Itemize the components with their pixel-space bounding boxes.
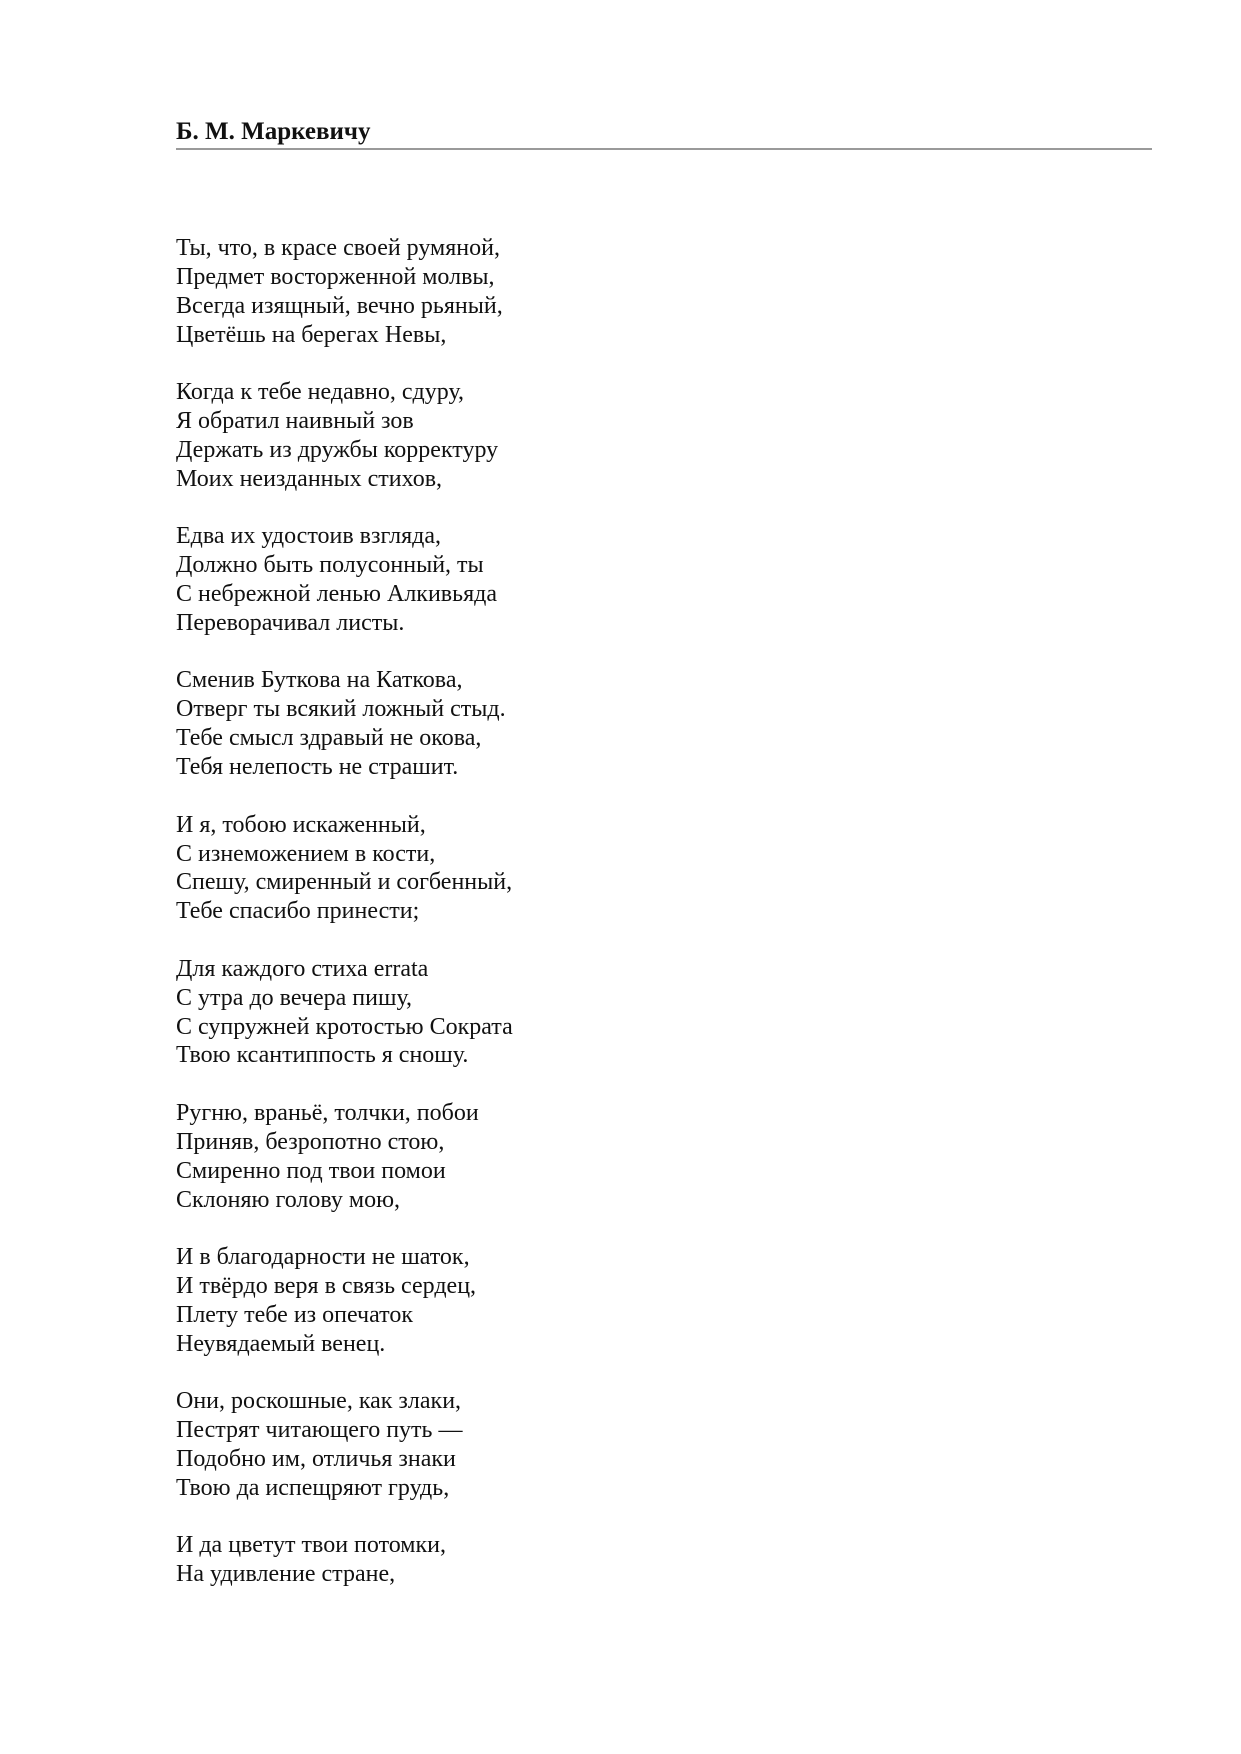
poem-line: С супружней кротостью Сократа bbox=[176, 1013, 513, 1040]
poem-line: Всегда изящный, вечно рьяный, bbox=[176, 292, 503, 319]
poem-line: Моих неизданных стихов, bbox=[176, 465, 443, 492]
poem-line: И твёрдо веря в связь сердец, bbox=[176, 1272, 477, 1299]
stanza bbox=[176, 666, 1076, 782]
stanza bbox=[176, 811, 1076, 927]
poem-line: С утра до вечера пишу, bbox=[176, 984, 413, 1011]
poem-line: Тебе смысл здравый не окова, bbox=[176, 725, 482, 752]
stanza bbox=[176, 1387, 1076, 1503]
poem-line: Держать из дружбы корректуру bbox=[176, 436, 499, 463]
poem-line: Для каждого стиха errata bbox=[176, 955, 429, 982]
poem-line: Они, роскошные, как злаки, bbox=[176, 1388, 462, 1415]
page-header bbox=[176, 116, 1152, 150]
stanza bbox=[176, 1243, 1076, 1359]
poem-line: Приняв, безропотно стою, bbox=[176, 1128, 445, 1155]
poem-line: И в благодарности не шаток, bbox=[176, 1244, 470, 1271]
poem-line: Плету тебе из опечаток bbox=[176, 1301, 413, 1328]
poem-body bbox=[176, 234, 1076, 1618]
poem-line: Когда к тебе недавно, сдуру, bbox=[176, 379, 465, 406]
poem-line: Едва их удостоив взгляда, bbox=[176, 523, 441, 550]
poem-line: Тебе спасибо принести; bbox=[176, 898, 420, 925]
poem-line: Сменив Буткова на Каткова, bbox=[176, 667, 463, 694]
poem-line: Спешу, смиренный и согбенный, bbox=[176, 869, 513, 896]
poem-line: Склоняю голову мою, bbox=[176, 1186, 400, 1213]
stanza bbox=[176, 234, 1076, 350]
poem-line: Твою да испещряют грудь, bbox=[176, 1474, 450, 1501]
poem-line: Ты, что, в красе своей румяной, bbox=[176, 235, 500, 261]
poem-line: Переворачивал листы. bbox=[176, 609, 405, 636]
poem-line: Тебя нелепость не страшит. bbox=[176, 754, 459, 781]
stanza bbox=[176, 378, 1076, 494]
poem-line: Пестрят читающего путь — bbox=[176, 1417, 463, 1444]
poem-line: Подобно им, отличья знаки bbox=[176, 1446, 456, 1473]
poem-line: Должно быть полусонный, ты bbox=[176, 552, 484, 579]
poem-line: Смиренно под твои помои bbox=[176, 1157, 446, 1184]
poem-line: Твою ксантиппость я сношу. bbox=[176, 1042, 469, 1069]
poem-line: На удивление стране, bbox=[176, 1561, 396, 1588]
page-title: Б. М. Маркевичу bbox=[176, 118, 371, 145]
stanza bbox=[176, 1531, 1076, 1589]
poem-line: Отверг ты всякий ложный стыд. bbox=[176, 696, 506, 723]
stanza bbox=[176, 955, 1076, 1071]
poem-line: И я, тобою искаженный, bbox=[176, 811, 426, 838]
poem-line: С изнеможением в кости, bbox=[176, 840, 436, 867]
poem-line: И да цветут твои потомки, bbox=[176, 1532, 446, 1559]
stanza bbox=[176, 1099, 1076, 1215]
poem-line: С небрежной ленью Алкивьяда bbox=[176, 581, 497, 608]
poem-line: Ругню, враньё, толчки, побои bbox=[176, 1099, 479, 1126]
poem-line: Предмет восторженной молвы, bbox=[176, 263, 495, 290]
poem-line: Цветёшь на берегах Невы, bbox=[176, 321, 447, 348]
poem-line: Неувядаемый венец. bbox=[176, 1330, 386, 1357]
poem-line: Я обратил наивный зов bbox=[176, 408, 414, 435]
stanza bbox=[176, 522, 1076, 638]
